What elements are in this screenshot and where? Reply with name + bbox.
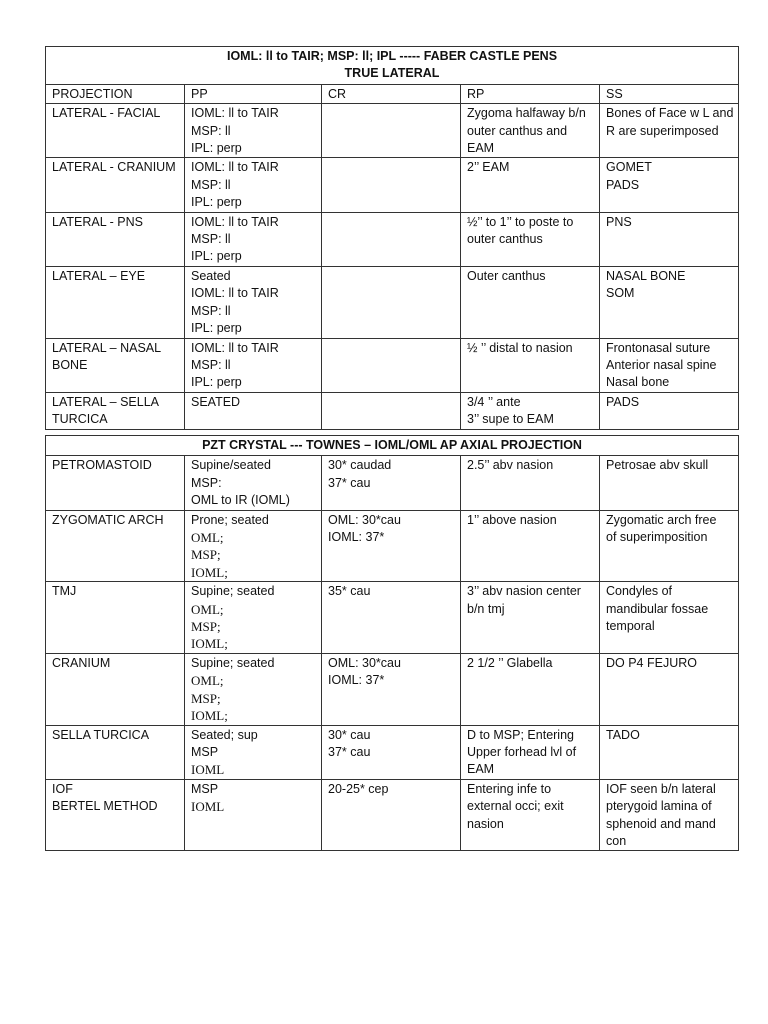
cell-line: IOML: ll to TAIR: [191, 286, 279, 301]
cell-line: outer canthus: [467, 232, 543, 247]
cell-line: R are superimposed: [606, 123, 719, 138]
cell-line: ½’’ to 1’’ to poste to: [467, 214, 574, 229]
cell-line: Entering infe to: [467, 781, 552, 796]
cell-line: 30* caudad: [328, 458, 392, 473]
cell-line: Supine/seated: [191, 458, 271, 473]
cell-cr: [322, 456, 461, 510]
cell-ss: [600, 104, 739, 158]
cell-line: EAM: [467, 762, 495, 777]
table-row: [46, 725, 739, 779]
table-body: [46, 456, 739, 851]
cell-rp: [461, 212, 600, 266]
cell-line: of superimposition: [606, 530, 708, 545]
cell-line: LATERAL - FACIAL: [52, 106, 161, 121]
cell-line: BONE: [52, 357, 88, 372]
cell-line: 20-25* cep: [328, 781, 389, 796]
cell-line: SELLA TURCICA: [52, 727, 150, 742]
cell-ss: [600, 392, 739, 429]
cell-rp: [461, 456, 600, 510]
cell-ss: [600, 212, 739, 266]
cell-line: SEATED: [191, 394, 241, 409]
cell-line: MSP: [191, 744, 219, 759]
cell-line: Supine; seated: [191, 655, 275, 670]
cell-line: LATERAL - PNS: [52, 214, 143, 229]
cell-cr: [322, 653, 461, 725]
table-body: [46, 104, 739, 429]
header-row: [46, 84, 739, 103]
cell-line: ZYGOMATIC ARCH: [52, 512, 164, 527]
table-title: PZT CRYSTAL --- TOWNES – IOML/OML AP AXIAL PROJECTION: [46, 436, 739, 456]
cell-line: MSP: ll: [191, 123, 231, 138]
cell-ss: [600, 510, 739, 582]
cell-projection: [46, 510, 185, 582]
cell-line: IOML: ll to TAIR: [191, 106, 279, 121]
cell-line: IOML: ll to TAIR: [191, 160, 279, 175]
cell-line: IPL: perp: [191, 141, 242, 156]
cell-line: TURCICA: [52, 412, 108, 427]
cell-line: Outer canthus: [467, 268, 546, 283]
cell-pp: [185, 338, 322, 392]
cell-projection: [46, 104, 185, 158]
cell-pp: [185, 392, 322, 429]
cell-pp: [185, 104, 322, 158]
cell-line: OML: 30*cau: [328, 512, 401, 527]
cell-cr: [322, 510, 461, 582]
cell-ss: [600, 725, 739, 779]
cell-line: MSP: ll: [191, 177, 231, 192]
cell-line: IOML: ll to TAIR: [191, 340, 279, 355]
cell-pp: [185, 582, 322, 654]
cell-line: EAM: [467, 141, 495, 156]
cell-line: OML to IR (IOML): [191, 493, 290, 508]
cell-line: IPL: perp: [191, 321, 242, 336]
cell-line: 1’’ above nasion: [467, 512, 557, 527]
cell-cr: [322, 392, 461, 429]
cell-rp: [461, 392, 600, 429]
cell-line: nasion: [467, 816, 504, 831]
cell-line: IOML;: [191, 708, 228, 724]
cell-line: 2 1/2 ’’ Glabella: [467, 655, 553, 670]
column-header: CR: [322, 84, 461, 103]
cell-line: TADO: [606, 727, 640, 742]
cell-projection: [46, 392, 185, 429]
table-row: [46, 212, 739, 266]
cell-line: D to MSP; Entering: [467, 727, 574, 742]
cell-line: temporal: [606, 619, 655, 634]
cell-line: 3’’ abv nasion center: [467, 584, 581, 599]
cell-line: OML;: [191, 601, 224, 617]
cell-line: 2’’ EAM: [467, 160, 510, 175]
cell-pp: [185, 779, 322, 851]
cell-line: Bones of Face w L and: [606, 106, 734, 121]
cell-line: 37* cau: [328, 744, 371, 759]
cell-line: PETROMASTOID: [52, 458, 152, 473]
cell-pp: [185, 266, 322, 338]
cell-line: Condyles of: [606, 584, 673, 599]
cell-projection: [46, 266, 185, 338]
cell-line: ½ ’’ distal to nasion: [467, 340, 573, 355]
cell-projection: [46, 779, 185, 851]
cell-pp: [185, 212, 322, 266]
cell-line: LATERAL - CRANIUM: [52, 160, 176, 175]
table-row: [46, 456, 739, 510]
cell-line: 30* cau: [328, 727, 371, 742]
cell-projection: [46, 338, 185, 392]
cell-cr: [322, 582, 461, 654]
cell-line: GOMET: [606, 160, 652, 175]
cell-line: b/n tmj: [467, 601, 505, 616]
table-row: [46, 338, 739, 392]
cell-line: IPL: perp: [191, 195, 242, 210]
cell-rp: [461, 779, 600, 851]
cell-cr: [322, 338, 461, 392]
table-title-row: [46, 436, 739, 456]
cell-ss: [600, 653, 739, 725]
cell-projection: [46, 158, 185, 212]
cell-rp: [461, 653, 600, 725]
cell-line: IOML: 37*: [328, 530, 385, 545]
cell-ss: [600, 582, 739, 654]
column-header: PROJECTION: [46, 84, 185, 103]
cell-line: PNS: [606, 214, 632, 229]
table-row: [46, 158, 739, 212]
cell-line: Zygoma halfaway b/n: [467, 106, 586, 121]
cell-ss: [600, 338, 739, 392]
cell-line: OML;: [191, 673, 224, 689]
cell-line: IOML: 37*: [328, 673, 385, 688]
table-row: [46, 392, 739, 429]
cell-rp: [461, 158, 600, 212]
cell-line: IOML;: [191, 564, 228, 580]
cell-line: IOML: ll to TAIR: [191, 214, 279, 229]
true-lateral-table: [45, 46, 739, 430]
cell-line: 37* cau: [328, 475, 371, 490]
cell-line: IOML;: [191, 636, 228, 652]
cell-line: IPL: perp: [191, 249, 242, 264]
cell-pp: [185, 510, 322, 582]
cell-line: NASAL BONE: [606, 268, 686, 283]
cell-line: PADS: [606, 394, 640, 409]
cell-line: Upper forhead lvl of: [467, 744, 577, 759]
table-row: [46, 779, 739, 851]
cell-line: 35* cau: [328, 584, 371, 599]
cell-line: LATERAL – NASAL: [52, 340, 162, 355]
cell-ss: [600, 266, 739, 338]
cell-line: CRANIUM: [52, 655, 111, 670]
cell-pp: [185, 158, 322, 212]
cell-line: Prone; seated: [191, 512, 269, 527]
cell-line: MSP:: [191, 475, 222, 490]
cell-line: Seated; sup: [191, 727, 258, 742]
cell-line: MSP: ll: [191, 303, 231, 318]
cell-line: MSP: [191, 781, 219, 796]
cell-line: MSP;: [191, 547, 221, 563]
cell-cr: [322, 779, 461, 851]
cell-ss: [600, 158, 739, 212]
cell-projection: [46, 725, 185, 779]
cell-line: con: [606, 833, 627, 848]
cell-line: 3’’ supe to EAM: [467, 412, 554, 427]
cell-projection: [46, 456, 185, 510]
cell-line: SOM: [606, 286, 635, 301]
cell-cr: [322, 158, 461, 212]
column-header: RP: [461, 84, 600, 103]
cell-cr: [322, 725, 461, 779]
cell-line: Petrosae abv skull: [606, 458, 709, 473]
cell-rp: [461, 582, 600, 654]
cell-cr: [322, 212, 461, 266]
table-row: [46, 104, 739, 158]
cell-line: MSP: ll: [191, 232, 231, 247]
cell-line: MSP;: [191, 619, 221, 635]
cell-line: TMJ: [52, 584, 77, 599]
cell-line: PADS: [606, 177, 640, 192]
cell-pp: [185, 456, 322, 510]
table-row: [46, 510, 739, 582]
cell-line: Nasal bone: [606, 375, 670, 390]
townes-projection-table: [45, 435, 739, 851]
cell-rp: [461, 266, 600, 338]
cell-line: DO P4 FEJURO: [606, 655, 697, 670]
cell-line: Zygomatic arch free: [606, 512, 717, 527]
cell-projection: [46, 212, 185, 266]
cell-line: IOF seen b/n lateral: [606, 781, 716, 796]
cell-rp: [461, 338, 600, 392]
cell-line: Anterior nasal spine: [606, 357, 717, 372]
cell-line: OML;: [191, 530, 224, 546]
cell-line: IOF: [52, 781, 73, 796]
cell-rp: [461, 725, 600, 779]
cell-line: IOML: [191, 799, 225, 815]
cell-line: Frontonasal suture: [606, 340, 711, 355]
cell-ss: [600, 456, 739, 510]
cell-line: LATERAL – SELLA: [52, 394, 160, 409]
table-title: IOML: ll to TAIR; MSP: ll; IPL ----- FABER CASTLE PENS TRUE LATERAL: [46, 47, 739, 85]
column-header: SS: [600, 84, 739, 103]
table-row: [46, 266, 739, 338]
cell-line: OML: 30*cau: [328, 655, 401, 670]
cell-line: sphenoid and mand: [606, 816, 716, 831]
cell-line: Seated: [191, 268, 231, 283]
cell-pp: [185, 725, 322, 779]
cell-line: LATERAL – EYE: [52, 268, 146, 283]
cell-projection: [46, 582, 185, 654]
cell-line: MSP;: [191, 690, 221, 706]
cell-line: 2.5’’ abv nasion: [467, 458, 554, 473]
cell-projection: [46, 653, 185, 725]
cell-line: mandibular fossae: [606, 601, 709, 616]
cell-line: IOML: [191, 762, 225, 778]
cell-line: Supine; seated: [191, 584, 275, 599]
cell-line: BERTEL METHOD: [52, 799, 158, 814]
cell-line: MSP: ll: [191, 357, 231, 372]
table-title-row: [46, 47, 739, 85]
cell-line: outer canthus and: [467, 123, 568, 138]
cell-cr: [322, 104, 461, 158]
cell-line: pterygoid lamina of: [606, 799, 712, 814]
cell-cr: [322, 266, 461, 338]
cell-line: IPL: perp: [191, 375, 242, 390]
cell-line: external occi; exit: [467, 799, 564, 814]
table-row: [46, 653, 739, 725]
cell-ss: [600, 779, 739, 851]
cell-pp: [185, 653, 322, 725]
column-header: PP: [185, 84, 322, 103]
table-row: [46, 582, 739, 654]
cell-rp: [461, 104, 600, 158]
cell-line: 3/4 ’’ ante: [467, 394, 521, 409]
cell-rp: [461, 510, 600, 582]
